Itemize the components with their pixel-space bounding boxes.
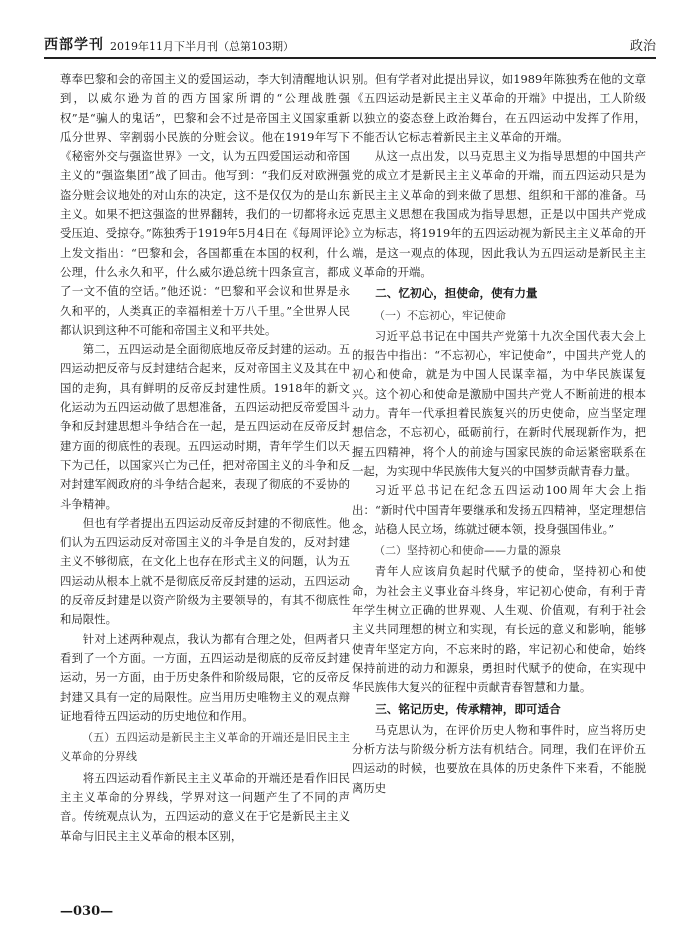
body-paragraph: 针对上述两种观点，我认为都有合理之处，但两者只看到了一个方面。一方面，五四运动是彻底的反帝反封建运动，另一方面，由于历史条件和阶级局限，它的反帝反封建又具有一定的局限性。应当用历史唯物主义的观点辩证地看待五四运动的历史地位和作用。 — [60, 631, 350, 723]
journal-name: 西部学刊 — [44, 37, 104, 53]
page-header — [44, 30, 656, 59]
page-number: —030— — [60, 904, 114, 919]
body-paragraph: 习近平总书记在纪念五四运动100周年大会上指出：“新时代中国青年要继承和发扬五四精神，坚定理想信念，站稳人民立场，练就过硬本领，投身强国伟业。” — [352, 483, 646, 536]
section-heading: 二、忆初心，担使命，使有力量 — [375, 286, 538, 301]
journal-header-left — [44, 34, 294, 54]
subsection-heading: （五）五四运动是新民主主义革命的开端还是旧民主主义革命的分界线 — [60, 731, 350, 764]
body-paragraph: 习近平总书记在中国共产党第十九次全国代表大会上的报告中指出：“不忘初心，牢记使命”，中国共产党人的初心和使命，就是为中国人民谋幸福，为中华民族谋复兴。这个初心和使命是激励中国共产党人不断前进的根本动力。青年一代承担着民族复兴的历史使命，应当坚定理想信念，不忘初心，砥砺前行，在新时代展现新作为，把握五四精神，将个人的前途与国家民族的命运紧密联系在一起，为实现中华民族伟大复兴的中国梦贡献青春力量。 — [352, 328, 646, 478]
issue-info: 2019年11月下半月刊（总第103期） — [110, 40, 294, 53]
section-label: 政治 — [629, 39, 656, 54]
body-paragraph: 从这一点出发，以马克思主义为指导思想的中国共产党的成立才是新民主主义革命的开端，而五四运动只是为新民主主义革命的到来做了思想、组织和干部的准备。马克思主义思想在我国成为指导思想，正是以中国共产党成立为标志，将1919年的五四运动视为新民主主义革命的开端，是这一观点的体现，因此我认为五四运动是新民主主义革命的开端。 — [352, 149, 646, 279]
body-paragraph: 尊奉巴黎和会的帝国主义的爱国运动，李大钊清醒地认识到，以威尔逊为首的西方国家所谓的“公理战胜强权”是“骗人的鬼话”，巴黎和会不过是帝国主义国家重新瓜分世界、宰割弱小民族的分赃会议。他在1919年写下《秘密外交与强盗世界》一文，认为五四爱国运动和帝国主义的“强盗集团”战了回击。他写到：“我们反对欧洲强盗分赃会议地处的对山东的决定，这不是仅仅为的是山东主义。如果不把这强盗的世界翻转，我们的一切都将永远受压迫、受掠夺。”陈独秀于1919年5月4日在《每周评论》上发文指出：“巴黎和会，各国都重在本国的权利，什么公理，什么永久和平，什么威尔逊总统十四条宣言，都成了一文不值的空话。”他还说：“巴黎和平会议和世界是永久和平的，人类真正的幸福相差十万八千里。”全世界人民都认识到这种不可能和帝国主义和平共处。 — [60, 72, 350, 337]
body-paragraph: 青年人应该肩负起时代赋予的使命，坚持初心和使命，为社会主义事业奋斗终身，牢记初心使命，有利于青年学生树立正确的世界观、人生观、价值观，有利于社会主义共同理想的树立和实现，有长远的意义和影响，能够使青年坚定方向，不忘来时的路，牢记初心和使命，始终保持前进的动力和源泉，勇担时代赋予的使命，在实现中华民族伟大复兴的征程中贡献青春智慧和力量。 — [352, 564, 646, 695]
right-column — [352, 70, 646, 798]
body-paragraph: 第二，五四运动是全面彻底地反帝反封建的运动。五四运动把反帝与反封建结合起来，反对帝国主义及其在中国的走狗，具有鲜明的反帝反封建性质。1918年的新文化运动为五四运动做了思想准备，五四运动把反帝爱国斗争和反封建思想斗争结合在一起，是五四运动在反帝反封建方面的彻底性的表现。五四运动时期，青年学生们以天下为己任，以国家兴亡为己任，把对帝国主义的斗争和反对封建军阀政府的斗争结合起来，表现了彻底的不妥协的斗争精神。 — [60, 342, 350, 511]
body-paragraph: 但也有学者提出五四运动反帝反封建的不彻底性。他们认为五四运动反对帝国主义的斗争是自发的，反对封建主义不够彻底，在文化上也存在形式主义的问题，认为五四运动从根本上就不是彻底反帝反封建的运动，五四运动的反帝反封建是以资产阶级为主要领导的，有其不彻底性和局限性。 — [60, 515, 350, 627]
body-paragraph: 将五四运动看作新民主主义革命的开端还是看作旧民主主义革命的分界线，学界对这一问题产生了不同的声音。传统观点认为，五四运动的意义在于它是新民主主义革命与旧民主主义革命的根本区别， — [60, 770, 350, 843]
section-heading: 三、铭记历史，传承精神，即可适合 — [375, 701, 561, 716]
subsection-heading: （一）不忘初心，牢记使命 — [374, 308, 506, 322]
subsection-heading: （二）坚持初心和使命——力量的源泉 — [374, 544, 561, 558]
body-paragraph: 马克思认为，在评价历史人物和事件时，应当将历史分析方法与阶级分析方法有机结合。同理，我们在评价五四运动的时候，也要放在具体的历史条件下来看，不能脱离历史 — [352, 722, 646, 795]
body-paragraph: 别。但有学者对此提出异议，如1989年陈独秀在他的文章《五四运动是新民主主义革命的开端》中提出，工人阶级以独立的姿态登上政治舞台，在五四运动中发挥了作用，不能否认它标志着新民主主义革命的开端。 — [352, 72, 646, 144]
left-column — [60, 70, 350, 846]
